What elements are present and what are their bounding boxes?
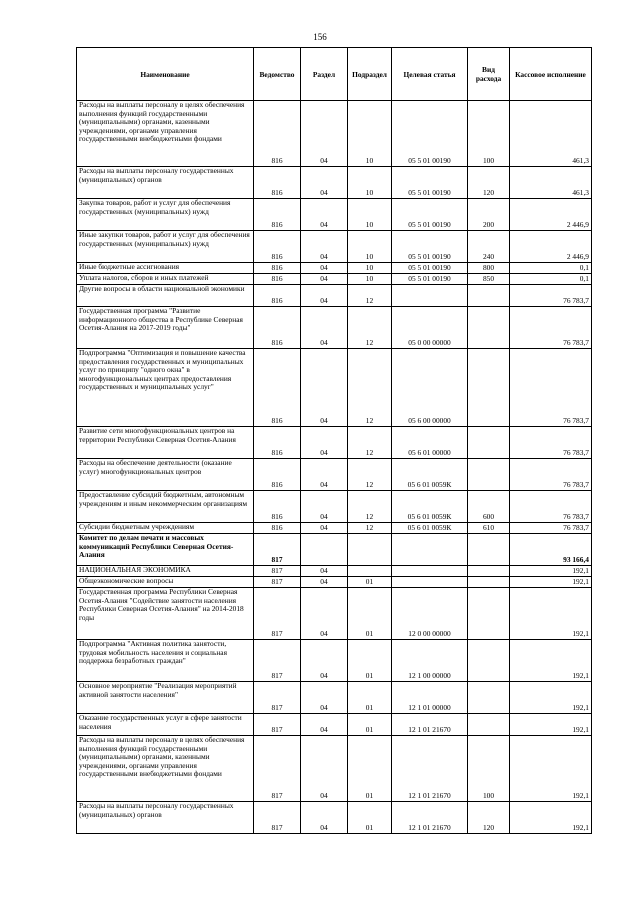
- row-sum: 76 783,7: [510, 491, 592, 523]
- row-celevaya: 05 5 01 00190: [392, 263, 468, 274]
- row-podrazdel: 12: [348, 523, 392, 534]
- row-celevaya: [392, 534, 468, 566]
- row-podrazdel: 12: [348, 307, 392, 349]
- row-sum: 93 166,4: [510, 534, 592, 566]
- header-vid: Вид расхода: [468, 48, 510, 101]
- row-podrazdel: [348, 566, 392, 577]
- row-vid: [468, 349, 510, 427]
- row-name: Предоставление субсидий бюджетным, автономным учреждениям и иным некоммерческим организациям: [77, 491, 254, 523]
- row-vid: 240: [468, 231, 510, 263]
- table-row: [77, 714, 592, 736]
- row-sum: 76 783,7: [510, 427, 592, 459]
- row-name: Расходы на выплаты персоналу государственных (муниципальных) органов: [77, 802, 254, 834]
- row-sum: 192,1: [510, 802, 592, 834]
- row-sum: 0,1: [510, 263, 592, 274]
- row-sum: 192,1: [510, 682, 592, 714]
- table-body: [77, 101, 592, 834]
- row-celevaya: 05 5 01 00190: [392, 101, 468, 167]
- row-razdel: 04: [301, 459, 348, 491]
- row-podrazdel: 01: [348, 682, 392, 714]
- row-name: Иные закупки товаров, работ и услуг для обеспечения государственных (муниципальных) нужд: [77, 231, 254, 263]
- row-celevaya: 12 1 01 21670: [392, 802, 468, 834]
- row-podrazdel: 01: [348, 736, 392, 802]
- row-vid: [468, 640, 510, 682]
- row-name: Субсидии бюджетным учреждениям: [77, 523, 254, 534]
- row-sum: 192,1: [510, 640, 592, 682]
- row-sum: 192,1: [510, 577, 592, 588]
- table-row: [77, 802, 592, 834]
- header-vedomstvo: Ведомство: [254, 48, 301, 101]
- row-vid: 850: [468, 274, 510, 285]
- row-celevaya: 05 6 01 0059К: [392, 491, 468, 523]
- row-vid: [468, 459, 510, 491]
- row-sum: 76 783,7: [510, 307, 592, 349]
- row-podrazdel: 12: [348, 459, 392, 491]
- table-row: [77, 101, 592, 167]
- row-name: Другие вопросы в области национальной экономики: [77, 285, 254, 307]
- row-razdel: 04: [301, 577, 348, 588]
- row-razdel: 04: [301, 523, 348, 534]
- row-name: Государственная программа Республики Северная Осетия-Алания "Содействие занятости населения Республики Северная Осетия-Алания" на 2014-2018 годы: [77, 588, 254, 640]
- table-row: [77, 307, 592, 349]
- row-vedomstvo: 816: [254, 349, 301, 427]
- row-vedomstvo: 817: [254, 714, 301, 736]
- row-sum: 0,1: [510, 274, 592, 285]
- row-sum: 461,3: [510, 101, 592, 167]
- row-name: Расходы на выплаты персоналу в целях обеспечения выполнения функций государственными (муниципальными) органами, казенными учреждениями, органами управления государственными внебюджетными фондами: [77, 101, 254, 167]
- row-podrazdel: 10: [348, 263, 392, 274]
- row-name: Основное мероприятие "Реализация мероприятий активной занятости населения": [77, 682, 254, 714]
- table-row: [77, 588, 592, 640]
- row-vid: [468, 588, 510, 640]
- row-sum: 2 446,9: [510, 231, 592, 263]
- row-razdel: 04: [301, 802, 348, 834]
- row-vid: [468, 577, 510, 588]
- row-celevaya: 05 0 00 00000: [392, 307, 468, 349]
- row-podrazdel: 01: [348, 714, 392, 736]
- row-podrazdel: 10: [348, 231, 392, 263]
- row-razdel: 04: [301, 263, 348, 274]
- row-vid: 100: [468, 736, 510, 802]
- row-razdel: 04: [301, 682, 348, 714]
- table-row: [77, 491, 592, 523]
- row-vedomstvo: 816: [254, 274, 301, 285]
- row-vedomstvo: 817: [254, 566, 301, 577]
- row-razdel: 04: [301, 566, 348, 577]
- row-podrazdel: 10: [348, 274, 392, 285]
- row-vedomstvo: 817: [254, 682, 301, 714]
- row-vedomstvo: 816: [254, 263, 301, 274]
- header-kassovoe: Кассовое исполнение: [510, 48, 592, 101]
- row-vedomstvo: 817: [254, 640, 301, 682]
- row-sum: 461,3: [510, 167, 592, 199]
- header-razdel: Раздел: [301, 48, 348, 101]
- row-podrazdel: 01: [348, 588, 392, 640]
- table-row: [77, 459, 592, 491]
- row-celevaya: [392, 285, 468, 307]
- row-sum: 76 783,7: [510, 459, 592, 491]
- row-celevaya: 12 1 01 21670: [392, 714, 468, 736]
- row-vedomstvo: 816: [254, 167, 301, 199]
- row-name: Уплата налогов, сборов и иных платежей: [77, 274, 254, 285]
- row-vid: 120: [468, 802, 510, 834]
- row-vedomstvo: 817: [254, 736, 301, 802]
- row-sum: 192,1: [510, 566, 592, 577]
- row-razdel: 04: [301, 307, 348, 349]
- row-celevaya: 05 6 01 0059К: [392, 459, 468, 491]
- table-row: [77, 285, 592, 307]
- row-sum: 2 446,9: [510, 199, 592, 231]
- row-name: Комитет по делам печати и массовых коммуникаций Республики Северная Осетия-Алания: [77, 534, 254, 566]
- row-vid: [468, 714, 510, 736]
- row-razdel: 04: [301, 588, 348, 640]
- row-vid: [468, 534, 510, 566]
- row-vedomstvo: 816: [254, 427, 301, 459]
- table-row: [77, 199, 592, 231]
- table-header-row: [77, 48, 592, 101]
- row-podrazdel: 10: [348, 167, 392, 199]
- row-name: НАЦИОНАЛЬНАЯ ЭКОНОМИКА: [77, 566, 254, 577]
- row-name: Общеэкономические вопросы: [77, 577, 254, 588]
- table-row: [77, 534, 592, 566]
- row-sum: 76 783,7: [510, 285, 592, 307]
- row-vedomstvo: 816: [254, 199, 301, 231]
- row-razdel: 04: [301, 491, 348, 523]
- table-row: [77, 263, 592, 274]
- page-number: 156: [313, 32, 327, 42]
- row-name: Расходы на обеспечение деятельности (оказание услуг) многофункциональных центров: [77, 459, 254, 491]
- row-name: Иные бюджетные ассигнования: [77, 263, 254, 274]
- row-vedomstvo: 816: [254, 307, 301, 349]
- table-row: [77, 167, 592, 199]
- row-podrazdel: 01: [348, 802, 392, 834]
- row-vid: [468, 307, 510, 349]
- row-vedomstvo: 817: [254, 534, 301, 566]
- table-row: [77, 566, 592, 577]
- table-row: [77, 427, 592, 459]
- row-podrazdel: 10: [348, 199, 392, 231]
- table-row: [77, 523, 592, 534]
- row-vedomstvo: 816: [254, 523, 301, 534]
- row-celevaya: 12 0 00 00000: [392, 588, 468, 640]
- row-vid: [468, 566, 510, 577]
- row-name: Развитие сети многофункциональных центров на территории Республики Северная Осетия-Алания: [77, 427, 254, 459]
- row-razdel: 04: [301, 736, 348, 802]
- row-podrazdel: 10: [348, 101, 392, 167]
- row-razdel: 04: [301, 199, 348, 231]
- row-vedomstvo: 817: [254, 588, 301, 640]
- header-celevaya: Целевая статья: [392, 48, 468, 101]
- budget-table: [76, 47, 592, 834]
- row-podrazdel: 01: [348, 640, 392, 682]
- row-razdel: 04: [301, 349, 348, 427]
- table-row: [77, 349, 592, 427]
- row-vid: 610: [468, 523, 510, 534]
- row-razdel: 04: [301, 427, 348, 459]
- row-celevaya: 12 1 01 00000: [392, 682, 468, 714]
- row-vid: 120: [468, 167, 510, 199]
- table-row: [77, 231, 592, 263]
- header-podrazdel: Подраздел: [348, 48, 392, 101]
- row-vid: [468, 427, 510, 459]
- row-name: Закупка товаров, работ и услуг для обеспечения государственных (муниципальных) нужд: [77, 199, 254, 231]
- row-celevaya: 12 1 01 21670: [392, 736, 468, 802]
- row-podrazdel: 12: [348, 349, 392, 427]
- row-celevaya: 05 6 01 00000: [392, 427, 468, 459]
- row-name: Расходы на выплаты персоналу государственных (муниципальных) органов: [77, 167, 254, 199]
- row-sum: 76 783,7: [510, 523, 592, 534]
- row-celevaya: 05 5 01 00190: [392, 274, 468, 285]
- row-razdel: 04: [301, 274, 348, 285]
- table-row: [77, 577, 592, 588]
- row-razdel: 04: [301, 714, 348, 736]
- header-name: Наименование: [77, 48, 254, 101]
- row-sum: 76 783,7: [510, 349, 592, 427]
- row-razdel: 04: [301, 167, 348, 199]
- row-razdel: 04: [301, 640, 348, 682]
- row-podrazdel: [348, 534, 392, 566]
- table-row: [77, 682, 592, 714]
- row-name: Государственная программа "Развитие информационного общества в Республике Северная Осетия-Алания на 2017-2019 годы": [77, 307, 254, 349]
- row-celevaya: 05 6 00 00000: [392, 349, 468, 427]
- row-vid: 100: [468, 101, 510, 167]
- row-celevaya: 05 5 01 00190: [392, 167, 468, 199]
- row-name: Подпрограмма "Оптимизация и повышение качества предоставления государственных и муниципальных услуг по принципу "одного окна" в многофункциональных центрах предоставления государственных и муниципальных услуг": [77, 349, 254, 427]
- row-celevaya: 05 5 01 00190: [392, 199, 468, 231]
- row-razdel: 04: [301, 231, 348, 263]
- row-vid: 800: [468, 263, 510, 274]
- row-sum: 192,1: [510, 714, 592, 736]
- row-name: Расходы на выплаты персоналу в целях обеспечения выполнения функций государственными (муниципальными) органами, казенными учреждениями, органами управления государственными внебюджетными фондами: [77, 736, 254, 802]
- row-name: Оказание государственных услуг в сфере занятости населения: [77, 714, 254, 736]
- row-podrazdel: 12: [348, 427, 392, 459]
- table-row: [77, 274, 592, 285]
- row-vedomstvo: 817: [254, 577, 301, 588]
- row-razdel: 04: [301, 285, 348, 307]
- row-celevaya: [392, 566, 468, 577]
- row-celevaya: 05 6 01 0059К: [392, 523, 468, 534]
- row-razdel: 04: [301, 101, 348, 167]
- row-podrazdel: 12: [348, 285, 392, 307]
- row-vid: 200: [468, 199, 510, 231]
- row-vedomstvo: 816: [254, 459, 301, 491]
- row-celevaya: [392, 577, 468, 588]
- row-vedomstvo: 816: [254, 491, 301, 523]
- row-podrazdel: 12: [348, 491, 392, 523]
- row-vedomstvo: 816: [254, 101, 301, 167]
- row-vid: [468, 682, 510, 714]
- row-sum: 192,1: [510, 588, 592, 640]
- table-row: [77, 640, 592, 682]
- table-row: [77, 736, 592, 802]
- row-name: Подпрограмма "Активная политика занятости, трудовая мобильность населения и социальная поддержка безработных граждан": [77, 640, 254, 682]
- row-celevaya: 12 1 00 00000: [392, 640, 468, 682]
- row-celevaya: 05 5 01 00190: [392, 231, 468, 263]
- row-vedomstvo: 817: [254, 802, 301, 834]
- row-vedomstvo: 816: [254, 285, 301, 307]
- row-vid: [468, 285, 510, 307]
- row-podrazdel: 01: [348, 577, 392, 588]
- row-sum: 192,1: [510, 736, 592, 802]
- row-vedomstvo: 816: [254, 231, 301, 263]
- row-razdel: [301, 534, 348, 566]
- row-vid: 600: [468, 491, 510, 523]
